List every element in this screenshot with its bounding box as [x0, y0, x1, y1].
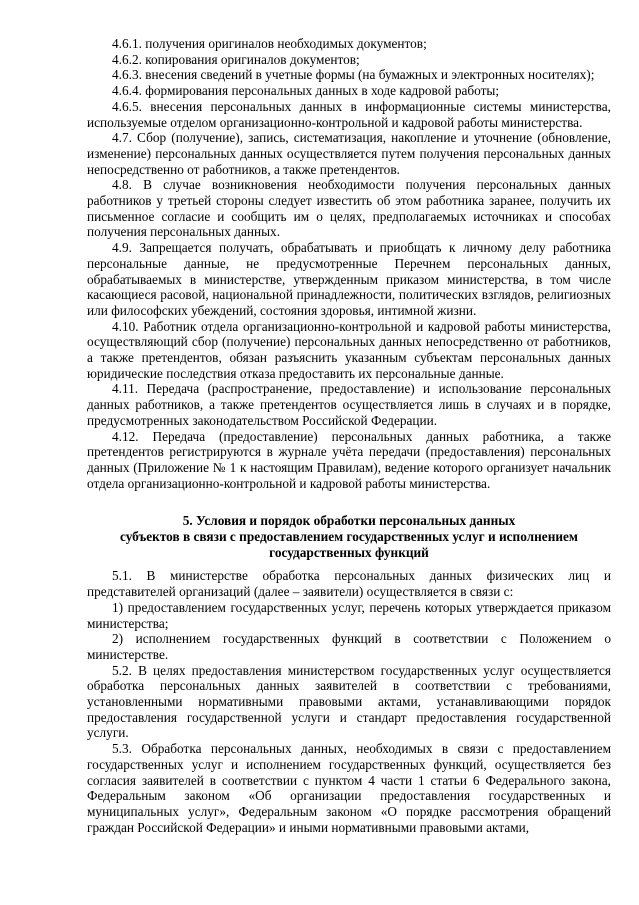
- paragraph-4-6-1: 4.6.1. получения оригиналов необходимых документов;: [112, 36, 427, 51]
- paragraph-4-11: 4.11. Передача (распространение, предоставление) и использование персональных данных работников, а также претендентов осуществляется лишь в случаях и в порядке, предусмотренных законодательством Российской Федерации.: [87, 381, 611, 428]
- paragraph-4-10: 4.10. Работник отдела организационно-контрольной и кадровой работы министерства, осуществляющий сбор (получение) персональных данных непосредственно от работников, а также претендентов, обязан разъяснить указанным субъектам персональных данных юридические последствия отказа предоставить их персональные данные.: [87, 318, 611, 381]
- paragraph-4-12: 4.12. Передача (предоставление) персональных данных работника, а также претендентов регистрируются в журнале учёта передачи (предоставления) персональных данных (Приложение № 1 к настоящим Правилам), ведение которого организует начальник отдела организационно-контрольной и кадровой работы министерства.: [87, 428, 611, 491]
- paragraph-5-2: 5.2. В целях предоставления министерством государственных услуг осуществляется обработка персональных данных заявителей в соответствии с требованиями, установленными нормативными правовыми актами, устанавливающими порядок предоставления государственной услуги и стандарт предоставления государственной услуги.: [87, 662, 611, 741]
- section-5-heading: [87, 513, 611, 561]
- section-spacer: [87, 491, 611, 513]
- paragraph-4-7: 4.7. Сбор (получение), запись, систематизация, накопление и уточнение (обновление, изменение) персональных данных осуществляется путем получения персональных данных непосредственно от работников, а также претендентов.: [87, 130, 611, 177]
- paragraph-4-6-5: 4.6.5. внесения персональных данных в информационные системы министерства, используемые отделом организационно-контрольной и кадровой работы министерства.: [87, 98, 611, 130]
- section-5-heading-line-1: 5. Условия и порядок обработки персональных данных: [182, 513, 516, 529]
- section-5-heading-line-2: субъектов в связи с предоставлением государственных услуг и исполнением: [119, 529, 578, 545]
- section-5-heading-line-3: государственных функций: [269, 545, 429, 561]
- document-page: [87, 36, 611, 835]
- paragraph-4-8: 4.8. В случае возникновения необходимости получения персональных данных работников у третьей стороны следует известить об этом работника заранее, получить их письменное согласие и сообщить им о целях, предполагаемых источниках и способах получения персональных данных.: [87, 177, 611, 240]
- paragraph-5-1: 5.1. В министерстве обработка персональных данных физических лиц и представителей организаций (далее – заявители) осуществляется в связи с:: [87, 568, 611, 600]
- paragraph-4-6-3: 4.6.3. внесения сведений в учетные формы (на бумажных и электронных носителях);: [112, 67, 595, 83]
- paragraph-5-1-item-2: 2) исполнением государственных функций в соответствии с Положением о министерстве.: [87, 631, 611, 662]
- paragraph-5-1-item-1: 1) предоставлением государственных услуг, перечень которых утверждается приказом министерства;: [87, 599, 611, 631]
- paragraph-4-9: 4.9. Запрещается получать, обрабатывать и приобщать к личному делу работника персональные данные, не предусмотренные Перечнем персональных данных, обрабатываемых в министерстве, утвержденным приказом министерства, в том числе касающиеся расовой, национальной принадлежности, политических взглядов, религиозных или философских убеждений, состояния здоровья, интимной жизни.: [87, 240, 611, 318]
- paragraph-5-3: 5.3. Обработка персональных данных, необходимых в связи с предоставлением государственных услуг и исполнением государственных функций, осуществляется без согласия заявителей в соответствии с пунктом 4 части 1 статьи 6 Федерального закона, Федеральным законом «Об организации предоставления государственных и муниципальных услуг», Федеральным законом «О порядке рассмотрения обращений граждан Российской Федерации» и иными нормативными правовыми актами,: [87, 741, 611, 835]
- paragraph-4-6-4: 4.6.4. формирования персональных данных в ходе кадровой работы;: [112, 83, 500, 99]
- paragraph-4-6-2: 4.6.2. копирования оригиналов документов;: [112, 51, 360, 67]
